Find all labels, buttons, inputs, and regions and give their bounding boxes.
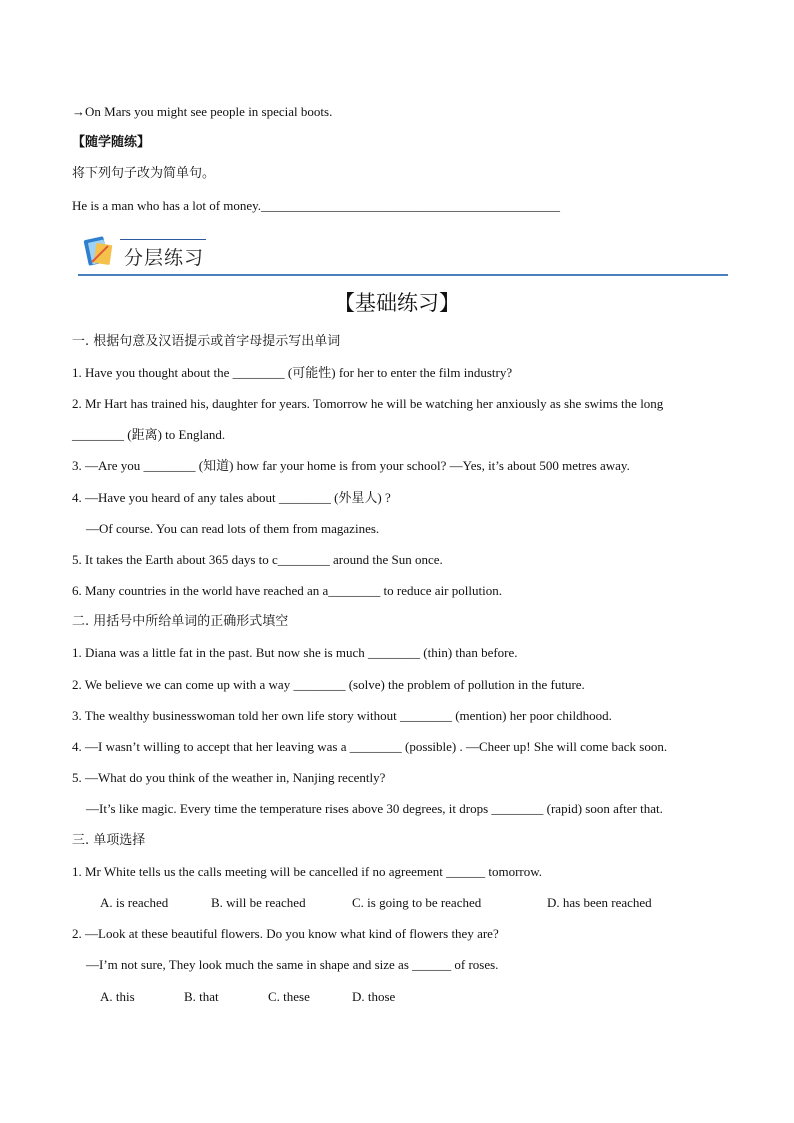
section2-q2: 2. We believe we can come up with a way ________ (solve) the problem of pollution in the future. <box>72 677 585 692</box>
practice-instruction: 将下列句子改为简单句。 <box>72 166 216 181</box>
section1-q4-line2: —Of course. You can read lots of them from magazines. <box>86 521 380 536</box>
practice-tag: 【随学随练】 <box>72 135 151 150</box>
practice-exercise: He is a man who has a lot of money.______________________________________________ <box>72 198 561 213</box>
section2-q5-line2: —It’s like magic. Every time the temperature rises above 30 degrees, it drops ________ (rapid) soon after that. <box>86 801 663 816</box>
banner-top-line <box>120 239 206 240</box>
banner-label: 分层练习 <box>124 247 205 269</box>
section3-q2-line2: —I’m not sure, They look much the same in shape and size as ______ of roses. <box>86 957 499 972</box>
section3-q2-line1: 2. —Look at these beautiful flowers. Do you know what kind of flowers they are? <box>72 926 499 941</box>
example-sentence: →On Mars you might see people in special boots. <box>72 104 333 119</box>
section1-q4-line1: 4. —Have you heard of any tales about ________ (外星人) ? <box>72 490 391 505</box>
section3-q2-option-b: B. that <box>184 989 219 1004</box>
section3-q1: 1. Mr White tells us the calls meeting will be cancelled if no agreement ______ tomorrow. <box>72 864 543 879</box>
section2-q4: 4. —I wasn’t willing to accept that her leaving was a ________ (possible) . —Cheer up! She will come back soon. <box>72 739 668 754</box>
section2-q1: 1. Diana was a little fat in the past. But now she is much ________ (thin) than before. <box>72 645 518 660</box>
section1-q5: 5. It takes the Earth about 365 days to c________ around the Sun once. <box>72 552 443 567</box>
section2-heading: 二. 用括号中所给单词的正确形式填空 <box>72 614 289 629</box>
section3-q2-option-d: D. those <box>352 989 396 1004</box>
section2-q5-line1: 5. —What do you think of the weather in, Nanjing recently? <box>72 770 386 785</box>
notebook-icon <box>78 232 118 272</box>
section1-q6: 6. Many countries in the world have reached an a________ to reduce air pollution. <box>72 583 502 598</box>
section2-q3: 3. The wealthy businesswoman told her own life story without ________ (mention) her poor childhood. <box>72 708 612 723</box>
page-title: 【基础练习】 <box>334 291 460 315</box>
section1-q2-line2: ________ (距离) to England. <box>72 427 226 442</box>
section1-heading: 一. 根据句意及汉语提示或首字母提示写出单词 <box>72 334 341 349</box>
section1-q2-line1: 2. Mr Hart has trained his, daughter for years. Tomorrow he will be watching her anxiously as she swims the long <box>72 396 664 411</box>
section3-heading: 三. 单项选择 <box>72 833 146 848</box>
section3-q1-option-a: A. is reached <box>100 895 169 910</box>
section1-q3: 3. —Are you ________ (知道) how far your home is from your school? —Yes, it’s about 500 metres away. <box>72 458 630 473</box>
section3-q2-option-a: A. this <box>100 989 135 1004</box>
section1-q1: 1. Have you thought about the ________ (可能性) for her to enter the film industry? <box>72 365 513 380</box>
section3-q1-option-b: B. will be reached <box>211 895 306 910</box>
section3-q1-option-d: D. has been reached <box>547 895 652 910</box>
section3-q1-option-c: C. is going to be reached <box>352 895 482 910</box>
section3-q2-option-c: C. these <box>268 989 310 1004</box>
banner-divider <box>78 274 728 276</box>
